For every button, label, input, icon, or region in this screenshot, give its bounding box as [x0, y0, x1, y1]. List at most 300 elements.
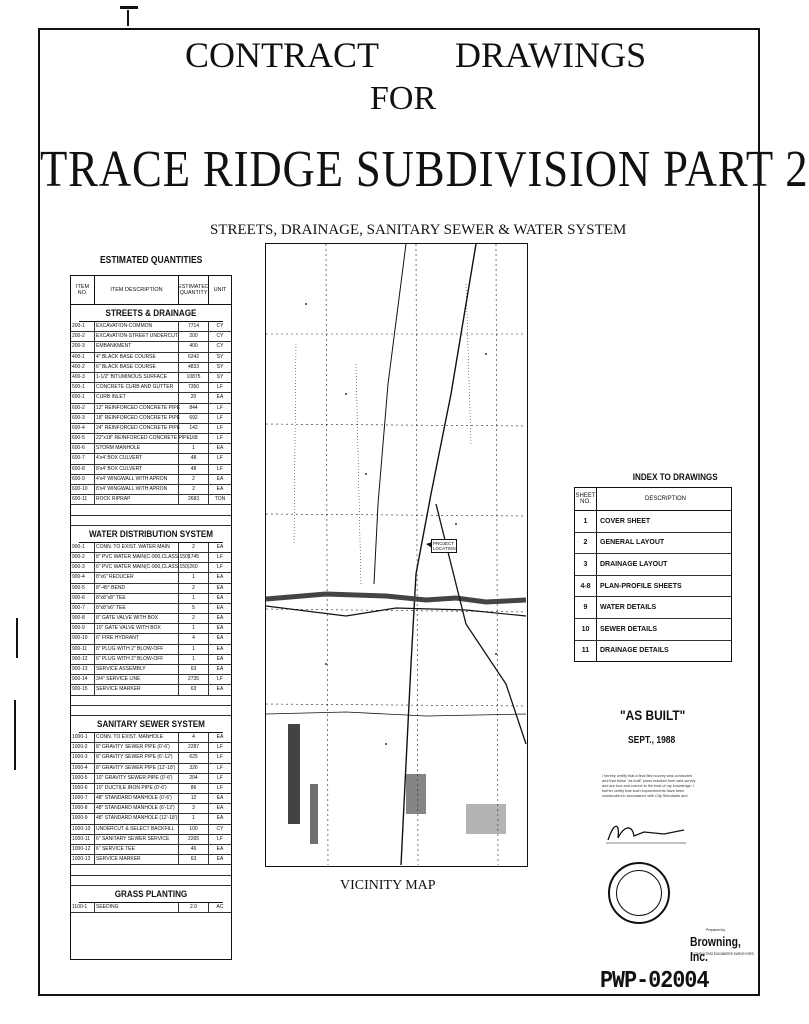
quantity-row [71, 475, 231, 485]
quantity-row [71, 414, 231, 424]
item-description: CONN. TO EXIST. MANHOLE [95, 733, 179, 742]
certification-text: I hereby certify that a final field survey was conducted and that these "as built" plans resulted from said survey and are true and correct to the best of my knowledge. I further certify that such improvements have been constructed in accordance with City Standards and [602, 774, 696, 798]
quantity-row [71, 604, 231, 614]
sheet-number: 1 [575, 511, 597, 532]
item-no: 900-15 [71, 685, 95, 694]
engineer-seal [608, 862, 670, 924]
firm-name: Browning, Inc. [690, 934, 741, 964]
index-header-description: DESCRIPTION [644, 496, 686, 502]
quantity-row [71, 383, 231, 393]
item-no: 900-14 [71, 675, 95, 684]
item-quantity: 326 [179, 764, 209, 773]
vicinity-map-caption: VICINITY MAP [340, 878, 436, 893]
item-no: 900-7 [71, 604, 95, 613]
blank-row [71, 696, 231, 706]
quantity-row [71, 594, 231, 604]
item-no: 1000-3 [71, 753, 95, 762]
item-no: 600-7 [71, 454, 95, 463]
item-unit: EA [216, 486, 224, 492]
item-description: 48" STANDARD MANHOLE (6'-12') [95, 804, 179, 813]
header-unit: UNIT [213, 287, 227, 293]
item-unit: LF [217, 754, 223, 761]
title-word-contract: CONTRACT [185, 35, 380, 75]
index-body [575, 511, 731, 661]
quantity-row [71, 454, 231, 464]
item-no: 600-5 [71, 434, 95, 443]
item-quantity: 2 [179, 584, 209, 593]
item-description: 4'x4' WINGWALL WITH APRON [95, 475, 179, 484]
quantity-row [71, 764, 231, 774]
item-description: SERVICE MARKER [95, 685, 179, 694]
quantity-row [71, 353, 231, 363]
item-quantity: 2265 [179, 835, 209, 844]
item-description: 10" DUCTILE IRON PIPE (0'-6') [95, 784, 179, 793]
item-description: 4'x4' BOX CULVERT [95, 454, 179, 463]
quantity-row [71, 553, 231, 563]
item-no: 900-13 [71, 665, 95, 674]
item-unit: SY [216, 353, 224, 360]
sheet-number: 9 [575, 597, 597, 618]
quantity-row [71, 634, 231, 644]
item-description: 8" GRAVITY SEWER PIPE (12'-18') [95, 764, 179, 773]
item-quantity: 2 [179, 543, 209, 552]
item-quantity: 4 [179, 733, 209, 742]
item-unit: EA [216, 543, 224, 550]
quantity-row [71, 835, 231, 845]
item-unit: EA [216, 805, 224, 812]
item-description: STORM MANHOLE [95, 444, 179, 453]
item-quantity: 1 [179, 624, 209, 633]
as-built-date: SEPT., 1988 [628, 735, 676, 746]
item-unit: LF [217, 424, 223, 431]
item-description: 3/4" SERVICE LINE [95, 675, 179, 684]
quantity-row [71, 332, 231, 342]
item-description: EMBANKMENT [95, 342, 179, 351]
item-description: EXCAVATION-COMMON [95, 322, 179, 331]
quantity-row [71, 624, 231, 634]
project-title: TRACE RIDGE SUBDIVISION PART 2 [40, 141, 809, 198]
index-row [575, 511, 731, 533]
quantity-row [71, 814, 231, 824]
item-quantity: 6242 [179, 353, 209, 362]
item-unit: EA [216, 686, 224, 693]
quantity-row [71, 665, 231, 675]
item-unit: LF [217, 676, 223, 683]
item-quantity: 10875 [179, 373, 209, 382]
index-row [575, 576, 731, 598]
item-unit: LF [217, 404, 223, 411]
quantity-row [71, 495, 231, 505]
quantity-row [71, 903, 231, 913]
sheet-description: COVER SHEET [600, 517, 651, 525]
item-no: 900-8 [71, 614, 95, 623]
item-no: 600-2 [71, 404, 95, 413]
item-description: 1-1/2" BITUMINOUS SURFACE [95, 373, 179, 382]
blank-row [71, 516, 231, 526]
header-description: ITEM DESCRIPTION [95, 276, 179, 304]
item-description: 8"-45° BEND [95, 584, 179, 593]
item-quantity: 1745 [179, 553, 209, 562]
quantity-row [71, 465, 231, 475]
item-unit: EA [216, 475, 224, 482]
quantity-row [71, 845, 231, 855]
item-quantity: 1 [179, 594, 209, 603]
quantity-row [71, 733, 231, 743]
item-quantity: 400 [179, 342, 209, 351]
item-no: 1000-10 [71, 825, 95, 834]
item-unit: EA [216, 733, 224, 740]
item-unit: LF [217, 553, 223, 560]
section-title: SANITARY SEWER SYSTEM [79, 716, 223, 733]
item-unit: EA [216, 655, 224, 662]
item-description: SERVICE MARKER [95, 855, 179, 864]
section-title: WATER DISTRIBUTION SYSTEM [79, 526, 223, 543]
item-quantity: 4 [179, 634, 209, 643]
section-title: STREETS & DRAINAGE [79, 305, 223, 322]
item-unit: CY [216, 333, 224, 340]
item-no: 1000-4 [71, 764, 95, 773]
item-description: CONN. TO EXIST. WATER MAIN [95, 543, 179, 552]
item-description: SEEDING [95, 903, 179, 912]
quantity-row [71, 825, 231, 835]
item-unit: LF [217, 744, 223, 751]
item-description: 8" GRAVITY SEWER PIPE (0'-6') [95, 743, 179, 752]
item-description: 8'x4' BOX CULVERT [95, 465, 179, 474]
quantity-row [71, 784, 231, 794]
item-quantity: 86 [179, 784, 209, 793]
item-unit: CY [216, 825, 224, 832]
quantity-row [71, 584, 231, 594]
blank-row [71, 865, 231, 875]
title-word-drawings: DRAWINGS [455, 35, 647, 75]
scan-mark [14, 700, 16, 770]
item-unit: EA [216, 815, 224, 822]
item-unit: LF [217, 784, 223, 791]
item-quantity: 1 [179, 645, 209, 654]
item-description: 8" PLUG WITH 2" BLOW-OFF [95, 645, 179, 654]
item-quantity: 692 [179, 414, 209, 423]
sheet-description: DRAINAGE DETAILS [600, 647, 669, 655]
project-location-label: PROJECT LOCATION [433, 541, 456, 551]
item-description: CURB INLET [95, 393, 179, 402]
item-description: 6" FIRE HYDRANT [95, 634, 179, 643]
item-no: 400-1 [71, 353, 95, 362]
quantity-row [71, 434, 231, 444]
item-no: 1000-11 [71, 835, 95, 844]
item-description: 8'x4' WINGWALL WITH APRON [95, 485, 179, 494]
item-no: 600-6 [71, 444, 95, 453]
item-quantity: 200 [179, 332, 209, 341]
item-quantity: 2683 [179, 495, 209, 504]
item-no: 600-10 [71, 485, 95, 494]
item-no: 1000-12 [71, 845, 95, 854]
item-description: 48" STANDARD MANHOLE (0'-6') [95, 794, 179, 803]
drawing-number: PWP-02004 [600, 968, 709, 995]
item-quantity: 1 [179, 655, 209, 664]
quantity-row [71, 424, 231, 434]
firm-subtitle: CONSULTING ENGINEERS SURVEYORS [692, 952, 754, 956]
sheet-number: 4-8 [575, 576, 597, 597]
item-unit: SY [216, 373, 224, 380]
item-description: 8"x6" REDUCER [95, 573, 179, 582]
quantity-row [71, 342, 231, 352]
as-built-label: "AS BUILT" [620, 707, 686, 723]
item-quantity: 63 [179, 685, 209, 694]
item-quantity: 48 [179, 465, 209, 474]
item-quantity: 2 [179, 485, 209, 494]
sheet-description: PLAN-PROFILE SHEETS [600, 582, 682, 590]
item-no: 600-8 [71, 465, 95, 474]
quantity-row [71, 794, 231, 804]
quantity-row [71, 774, 231, 784]
index-row [575, 533, 731, 555]
item-description: 6" BLACK BASE COURSE [95, 363, 179, 372]
item-unit: EA [216, 856, 224, 863]
quantity-row [71, 363, 231, 373]
item-description: 12" REINFORCED CONCRETE PIPE [95, 404, 179, 413]
item-no: 400-2 [71, 363, 95, 372]
item-description: 6" PLUG WITH 2" BLOW-OFF [95, 655, 179, 664]
quantities-header [71, 276, 231, 305]
item-quantity: 5 [179, 604, 209, 613]
vicinity-map-drawing [266, 244, 526, 865]
item-unit: LF [217, 564, 223, 571]
item-description: 6" SERVICE TEE [95, 845, 179, 854]
item-no: 500-1 [71, 383, 95, 392]
item-quantity: 142 [179, 424, 209, 433]
quantity-row [71, 563, 231, 573]
item-description: 8"x8"x6" TEE [95, 604, 179, 613]
sheet-number: 11 [575, 641, 597, 662]
item-description: 8"x8"x8" TEE [95, 594, 179, 603]
sheet-number: 2 [575, 533, 597, 554]
item-quantity: 7350 [179, 383, 209, 392]
item-no: 900-11 [71, 645, 95, 654]
item-quantity: 1 [179, 814, 209, 823]
item-quantity: 844 [179, 404, 209, 413]
header-quantity: ESTIMATED QUANTITY [179, 276, 209, 304]
index-header [575, 488, 731, 511]
quantity-row [71, 675, 231, 685]
item-no: 900-10 [71, 634, 95, 643]
item-no: 1000-8 [71, 804, 95, 813]
item-no: 900-2 [71, 553, 95, 562]
engineer-signature [604, 818, 689, 846]
item-quantity: 1 [179, 573, 209, 582]
item-unit: LF [217, 414, 223, 421]
quantity-row [71, 804, 231, 814]
item-unit: EA [216, 645, 224, 652]
item-quantity: 63 [179, 665, 209, 674]
item-no: 1000-2 [71, 743, 95, 752]
item-quantity: 63 [179, 855, 209, 864]
item-quantity: 625 [179, 753, 209, 762]
quantity-row [71, 373, 231, 383]
item-no: 200-2 [71, 332, 95, 341]
item-unit: CY [216, 343, 224, 350]
quantity-row [71, 404, 231, 414]
quantities-body [71, 305, 231, 913]
item-no: 1100-1 [71, 903, 95, 912]
item-unit: EA [216, 625, 224, 632]
item-no: 1000-1 [71, 733, 95, 742]
item-unit: EA [216, 394, 224, 401]
item-unit: LF [217, 774, 223, 781]
item-no: 1000-9 [71, 814, 95, 823]
item-quantity: 168 [179, 434, 209, 443]
index-title: INDEX TO DRAWINGS [632, 472, 718, 482]
quantity-row [71, 645, 231, 655]
item-no: 1000-7 [71, 794, 95, 803]
item-description: UNDERCUT & SELECT BACKFILL [95, 825, 179, 834]
item-unit: EA [216, 584, 224, 591]
sheet-number: 3 [575, 554, 597, 575]
item-no: 200-3 [71, 342, 95, 351]
item-quantity: 48 [179, 454, 209, 463]
item-description: 24" REINFORCED CONCRETE PIPE [95, 424, 179, 433]
item-quantity: 100 [179, 825, 209, 834]
item-no: 600-9 [71, 475, 95, 484]
item-no: 900-9 [71, 624, 95, 633]
item-no: 900-4 [71, 573, 95, 582]
quantities-table [70, 275, 232, 960]
item-no: 600-4 [71, 424, 95, 433]
quantity-row [71, 655, 231, 665]
item-quantity: 20 [179, 393, 209, 402]
item-no: 600-1 [71, 393, 95, 402]
blank-row [71, 505, 231, 515]
item-unit: EA [216, 635, 224, 642]
section-title: GRASS PLANTING [79, 886, 223, 903]
item-no: 600-11 [71, 495, 95, 504]
item-unit: SY [216, 363, 224, 370]
item-unit: EA [216, 846, 224, 852]
item-no: 900-6 [71, 594, 95, 603]
quantity-row [71, 614, 231, 624]
item-no: 600-3 [71, 414, 95, 423]
item-quantity: 2.0 [179, 903, 209, 912]
item-unit: TON [214, 496, 226, 503]
item-no: 900-5 [71, 584, 95, 593]
item-unit: EA [216, 574, 224, 581]
quantity-row [71, 322, 231, 332]
sheet-description: SEWER DETAILS [600, 625, 658, 633]
scan-mark [127, 10, 129, 26]
item-description: 6" SANITARY SEWER SERVICE [95, 835, 179, 844]
item-quantity: 260 [179, 563, 209, 572]
item-description: EXCAVATION-STREET UNDERCUT [95, 332, 179, 341]
item-quantity: 12 [179, 794, 209, 803]
item-unit: LF [217, 435, 223, 442]
quantity-row [71, 485, 231, 495]
blank-row [71, 706, 231, 716]
engineer-seal-inner [616, 870, 662, 916]
item-unit: EA [216, 666, 224, 672]
quantity-row [71, 743, 231, 753]
sheet-number: 10 [575, 619, 597, 640]
item-unit: CY [216, 323, 224, 329]
item-no: 1000-13 [71, 855, 95, 864]
sheet-description: WATER DETAILS [600, 604, 657, 612]
item-unit: AC [216, 903, 224, 910]
quantities-title: ESTIMATED QUANTITIES [100, 255, 203, 266]
item-quantity: 2 [179, 475, 209, 484]
item-quantity: 1 [179, 444, 209, 453]
item-description: 8" GRAVITY SEWER PIPE (6'-12') [95, 753, 179, 762]
item-quantity: 2735 [179, 675, 209, 684]
item-quantity: 204 [179, 774, 209, 783]
item-no: 1000-6 [71, 784, 95, 793]
item-quantity: 4833 [179, 363, 209, 372]
blank-row [71, 876, 231, 886]
index-row [575, 597, 731, 619]
item-no: 200-1 [71, 322, 95, 331]
item-description: CONCRETE CURB AND GUTTER [95, 383, 179, 392]
index-table [574, 487, 732, 662]
item-unit: EA [216, 615, 224, 622]
item-unit: LF [217, 384, 223, 391]
prepared-by: Prepared by [706, 928, 726, 932]
item-unit: LF [217, 764, 223, 771]
sheet-description: DRAINAGE LAYOUT [600, 560, 668, 568]
quantity-row [71, 685, 231, 695]
item-quantity: 46 [179, 845, 209, 854]
item-unit: LF [217, 835, 223, 842]
quantity-row [71, 753, 231, 763]
index-row [575, 619, 731, 641]
item-no: 900-12 [71, 655, 95, 664]
scan-mark [16, 618, 18, 658]
header-item-no: ITEM NO. [71, 276, 95, 304]
item-no: 900-1 [71, 543, 95, 552]
item-quantity: 2 [179, 614, 209, 623]
item-no: 400-3 [71, 373, 95, 382]
item-quantity: 2287 [179, 743, 209, 752]
item-description: 4" BLACK BASE COURSE [95, 353, 179, 362]
item-description: 10" GATE VALVE WITH BOX [95, 624, 179, 633]
vicinity-map [265, 243, 528, 867]
item-quantity: 3 [179, 804, 209, 813]
title-for: FOR [370, 80, 437, 117]
item-description: 22"x18" REINFORCED CONCRETE PIPE [95, 434, 179, 443]
item-unit: EA [216, 594, 224, 601]
item-description: ROCK RIPRAP [95, 495, 179, 504]
item-unit: EA [216, 795, 224, 802]
item-description: 8" PVC WATER MAIN(C-900,CLASS 150) [95, 553, 179, 562]
item-description: SERVICE ASSEMBLY [95, 665, 179, 674]
item-description: 48" STANDARD MANHOLE (12'-18') [95, 814, 179, 823]
item-no: 1000-5 [71, 774, 95, 783]
item-unit: EA [216, 445, 224, 452]
item-description: 6" PVC WATER MAIN(C-900,CLASS 150) [95, 563, 179, 572]
quantity-row [71, 543, 231, 553]
item-unit: LF [217, 455, 223, 462]
item-unit: LF [217, 465, 223, 472]
sheet-description: GENERAL LAYOUT [600, 539, 665, 547]
item-unit: EA [216, 604, 224, 611]
item-quantity: 7714 [179, 322, 209, 331]
title-line-1 [185, 34, 647, 76]
scan-mark [120, 6, 138, 9]
quantity-row [71, 573, 231, 583]
item-no: 900-3 [71, 563, 95, 572]
quantity-row [71, 393, 231, 403]
item-description: 8" GATE VALVE WITH BOX [95, 614, 179, 623]
index-header-sheet: SHEET NO. [575, 488, 597, 510]
item-description: 18" REINFORCED CONCRETE PIPE [95, 414, 179, 423]
project-subtitle: STREETS, DRAINAGE, SANITARY SEWER & WATER SYSTEM [210, 222, 627, 238]
index-row [575, 641, 731, 662]
